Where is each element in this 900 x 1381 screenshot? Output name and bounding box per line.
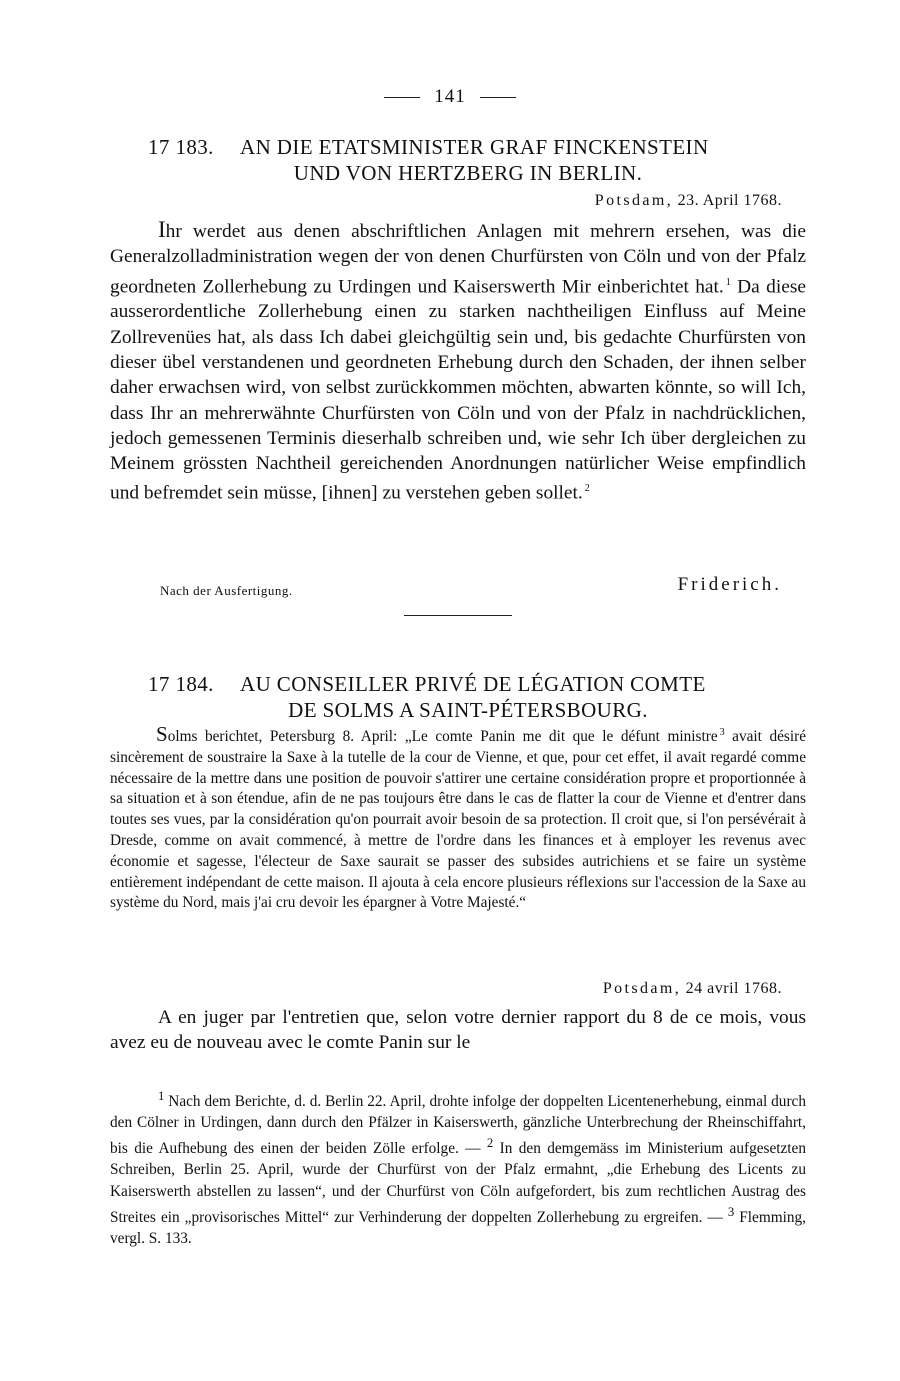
letter-2-body xyxy=(110,1005,806,1056)
footnote-marker-1: 1 xyxy=(158,1089,165,1103)
letter-2-footnote-ref-3: 3 xyxy=(719,727,725,738)
letter-2-place: Potsdam, xyxy=(602,980,682,997)
letter-2-number: 17 184. xyxy=(148,672,214,696)
letter-1-heading xyxy=(148,134,788,186)
letter-1-place: Potsdam, xyxy=(594,192,674,209)
letter-1-source-note: Nach der Ausfertigung. xyxy=(160,583,293,598)
letter-1-text-a: hr werdet aus denen abschriftlichen Anlagen mit mehrern ersehen, was die Generalzolladministration wegen der von denen Churfürsten von Cöln und von der Pfalz geordneten Zollerhebung zu Urdingen und Kaiserswerth Mir einberichtet hat. xyxy=(110,221,806,298)
letter-1-date: 23. April 1768. xyxy=(677,192,782,209)
letter-2-excerpt-paragraph xyxy=(110,723,806,914)
letter-1-footnote-ref-2: 2 xyxy=(584,483,590,495)
letter-2-heading xyxy=(148,671,788,723)
letter-2-date: 24 avril 1768. xyxy=(685,980,782,997)
page-number-text: 141 xyxy=(434,86,466,107)
letter-1-number: 17 183. xyxy=(148,135,214,159)
footnote-text-1: Nach dem Berichte, d. d. Berlin 22. April, drohte infolge der doppelten Licentenerhebung, einmal durch den Cölner in Urdingen, dann durch den Pfälzer in Kaiserswerth, gänzliche Unterbrechung der Rheinschiffahrt, bis die Aufhebung des einen der beiden Zölle erfolge. — xyxy=(110,1093,806,1158)
letter-1-heading-line-2: UND VON HERTZBERG IN BERLIN. xyxy=(293,161,643,185)
letter-2-heading-line-2: DE SOLMS A SAINT-PÉTERSBOURG. xyxy=(288,698,648,722)
section-divider xyxy=(404,615,512,616)
footnote-block xyxy=(110,1086,806,1249)
letter-1-dateline xyxy=(595,192,782,210)
letter-1-text-b: Da diese ausserordentliche Zollerhebung einen zu starken nachtheiligen Einfluss auf Meine Zollrevenües hat, als dass Ich dabei gleichgültig sein und, bis gedachte Churfürsten von dieser übel verstandenen und geordneten Erhebung durch den Schaden, der ihnen selber daher erwachsen wird, von selbst zurückkommen möchten, abwarten könnte, so will Ich, dass Ihr an mehrerwähnte Churfürsten von Cöln und von der Pfalz in nachdrücklichen, jedoch gemessenen Terminis dieserhalb schreiben und, wie sehr Ich über dergleichen zu Meinem grössten Nachtheil gereichenden Anordnungen natürlicher Weise empfindlich und befremdet sein müsse, [ihnen] zu verstehen geben sollet. xyxy=(110,276,806,504)
footnotes xyxy=(110,1086,806,1249)
footnote-text-3: Flemming, vergl. S. 133. xyxy=(110,1208,806,1247)
letter-1-initial: I xyxy=(158,217,166,242)
letter-2-excerpt-initial: S xyxy=(156,722,168,747)
page-number-left-dash xyxy=(384,97,420,98)
letter-2-dateline xyxy=(603,980,782,998)
letter-2-excerpt-text-b: avait désiré sincèrement de soustraire la Saxe à la tutelle de la cour de Vienne, et que, pour cet effet, il avait regardé comme nécessaire de la mettre dans une position de pouvoir s'attirer une certaine considération propre et proportionnée à sa situation et à son étendue, afin de ne pas toujours être dans le cas de flatter la cour de Vienne et d'entrer dans toutes ses vues, par la considération qu'on pourrait avoir besoin de sa protection. Il croit que, si l'on persévérait à Dresde, comme on avait commencé, à mettre de l'ordre dans les finances et à employer les revenus avec économie et sagesse, l'électeur de Saxe saurait se passer des subsides autrichiens et se faire un système entièrement indépendant de cette maison. Il ajouta à cela encore plusieurs réflexions sur l'accession de la Saxe au système du Nord, mais j'ai cru devoir les épargner à Votre Majesté.“ xyxy=(110,728,806,912)
letter-2-heading-line-1: AU CONSEILLER PRIVÉ DE LÉGATION COMTE xyxy=(240,672,706,696)
page-number-right-dash xyxy=(480,97,516,98)
footnote-marker-2: 2 xyxy=(486,1136,494,1151)
letter-1-signature: Friderich. xyxy=(677,574,782,595)
letter-1-body xyxy=(110,217,806,506)
footnote-marker-3: 3 xyxy=(727,1204,735,1219)
footnote-text-2: In den demgemäss im Ministerium aufgesetzten Schreiben, Berlin 25. April, wurde der Churfürst von der Pfalz ermahnt, „die Erhebung des Licents zu Kaiserswerth abstellen zu lassen“, und der Churfürst von Cöln aufgefordert, bis zum rechtlichen Austrag des Streites ein „provisorisches Mittel“ zur Verhinderung der doppelten Zollerhebung zu ergreifen. — xyxy=(110,1140,806,1226)
letter-1-paragraph xyxy=(110,217,806,506)
letter-1-footnote-ref-1: 1 xyxy=(725,276,731,288)
letter-2-report-excerpt xyxy=(110,723,806,914)
letter-2-paragraph: A en juger par l'entretien que, selon votre dernier rapport du 8 de ce mois, vous avez eu de nouveau avec le comte Panin sur le xyxy=(110,1007,806,1054)
page-number xyxy=(0,86,900,108)
letter-1-heading-line-1: AN DIE ETATSMINISTER GRAF FINCKENSTEIN xyxy=(240,135,709,159)
letter-2-excerpt-text-a: olms berichtet, Petersburg 8. April: „Le comte Panin me dit que le défunt ministre xyxy=(167,728,718,746)
